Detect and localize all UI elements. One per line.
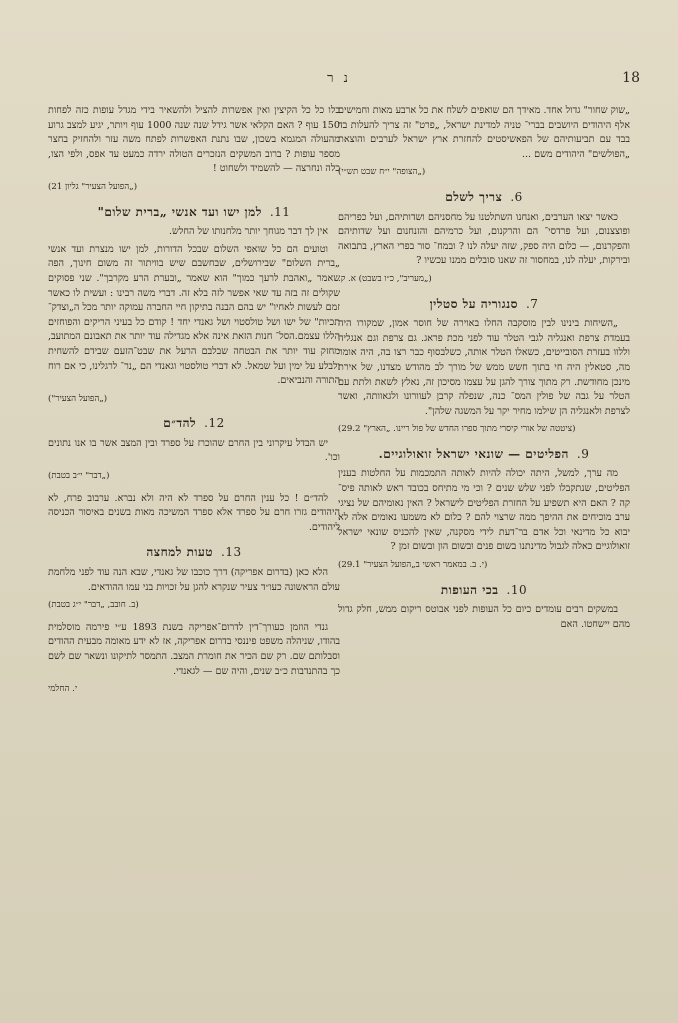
section-number: 9. (576, 446, 590, 461)
section-number: 10. (506, 582, 528, 597)
page-number: 18 (622, 70, 640, 86)
paragraph: במשקים רבים עומדים כיום כל העופות לפני אבוטס ריקום ממש, חלק גדול מהם יישחטו. האם (338, 604, 630, 630)
source-citation: (ב. חובב, „דבר" י״ג בטבת) (48, 600, 139, 611)
section-title: הפליטים — שונאי ישראל זואולוגיים. (378, 446, 569, 461)
section-number: 13. (221, 545, 242, 560)
paragraph: בלו כל כל הקיצין ואין אפשרות להציל ולהשאיר בידי מגדל עופות כזה לפחות 150 עוף ? האם הקלאי אשר גידל שנה שנה 1000 עוף ויותר, יגיע למצב גרוע מהעולה המגמא בשכון, שבו נתנת האפשרות לפתח משה עזר ולהחזיק בחצר מספר עופות ? ברוב המשקים הנזכרים הטולה ירדה כמעט עד אפס, ולפי הצו, כלה ונחרצה — להשמיד ולשחוט ! (48, 105, 340, 175)
section-heading (48, 205, 340, 220)
paragraph: „השיחות בינינו לבין מוסקבה החלו באוירה של חוסר אמון, שמקורו היה בעמדת צרפת ואנגליה לגבי הטלר עוד לפני מכת פראג. גם צרפת וגם אנגליה וללוו בעזרת הסובייטים, כשאלו הטלר אותה, כשלבסוף כבר רצו בה, היה אומר מה, סטאלין היה חי בתוך חשש ממש של מורך לב מהודש מצדנו, של אירת מינכן מחודשת. רק מתוך צורך להגן על עצמו מסיכון זה, נאלץ לשאת ולתת עם הטלר על גבה של פולין המס־ כנה, שנפלה קרבן לעוורונו ולגאוותה, ואשר לצרפת ולאנגליה הן שילמו מחיר יקר על המשגה שלהן". (338, 318, 630, 417)
source-citation: (ציטטה של אורי קיסרי מתוך ספרו החדש של פול ריינו. „הארץ" 29.2) (338, 424, 576, 435)
section-heading (48, 416, 340, 431)
section-title: להד״ם (163, 416, 197, 431)
source-citation: („הפועל הצעיר" גליון 21) (48, 181, 138, 192)
source-citation: („מעריב", כ״ו בשבט) א. ק. (338, 273, 432, 284)
author-signature: י. החלמי (48, 684, 78, 695)
section-title: בכי העופות (440, 582, 499, 597)
section-number: 7. (525, 296, 539, 311)
paragraph: גנדי הוזמן כעורך־דין לדרום־אפריקה בשנת 1893 ע״י פירמה מוסלמית בהודו, שניהלה משפט פיננסי בדרום אפריקה, אז לא ידע מאומה מבעית ההודים וסבלותם שם. רק שם הכיר את חומרת המצב. התמסר לתיקונו ונשאר שם לשם כך בהתנדבות כ״ב שנים, והיה שם — לגאנדי. (48, 621, 340, 677)
left-column (48, 104, 340, 705)
hebrew-page-number: נ ר (327, 71, 351, 86)
section-title: צריך לשלם (445, 189, 503, 204)
section-heading (48, 545, 340, 560)
section-title: למן ישו ועד אנשי „ברית שלום" (97, 204, 262, 219)
paragraph: וטועים הם כל שואפי השלום שבכל הדורות, למן ישו מנצרת ועד אנשי „ברית השלום" שבירושלים, שבחשבם שיש בוויתור זה משום חינוך, הפה שאמר „ואהבת לרעך כמוך" הוא שאמר „ובערת הרע מקרבך". שני פסוקים שקולים זה בזה עד שאי אפשר לזה בלא זה. דברי משה רבינו : ועשית לו כאשר זמם לעשות לאחיו" יש בהם הבנה בתיקון חיי החברה עמוקה יותר מכל ה„וצדק־ תכיות" של ישו ושל טולסטוי ושל גאנדי יחד ! קודם כל בעיני הריקים והפוחזים הללו עצמם.הסל־ חנות הזאת אינה אלא מגדילה עוד יותר את תאבונם המתועב, מחזק עוד יותר את הבטחה שבלבם הרעל את שבט־הזעם שבידם להשחית ולבלע על ימין ועל שמאל. לא דברי טולסטוי וגאנדי הם „נר־ לרגלינו, כי אם רוח התורה והנביאים. (48, 243, 340, 387)
paragraph: להד״ם ! כל ענין החרם על ספרד לא היה ולא נברא. ערבוב פרח, לא היהודים גזרו חרם על ספרד אלא ספרד המשיכה מאות בשנים באיסור הכניסה ליהודים. (48, 492, 340, 533)
source-citation: („הצופה" י״ח שבט תש״י) (338, 167, 426, 178)
source-citation: („דבר" י״ב בטבת) (48, 471, 110, 482)
section-heading (338, 297, 630, 312)
source-citation: („הפועל הצעיר") (48, 393, 108, 404)
section-heading (338, 583, 630, 598)
paragraph: יש הבדל עיקרוני בין החרם שהוכרז על ספרד ובין המצב אשר בו אנו נתונים וכו'. (48, 437, 340, 464)
right-column (338, 104, 630, 635)
paragraph: הלא כאן (בדרום אפריקה) דרך כוכבו של גאנדי, שבא הנה עוד לפני מלחמת עולם הראשונה כעו״ד צעיר שנקרא להגן על זכויות בני עמו ההודאים. (48, 567, 340, 593)
paragraph: „שוק שחור" גדול אחד. מאידך הם שואפים לשלח את כל ארבע מאות וחמישים אלף היהודים היושבים בברי־ טניה למדינת ישראל, „פרט" זה צריך להעלות בד בבד עם תביעותיהם של הפאשיסטים להחזרת ארץ ישראל לערבים והוצאת „הפולשים" היהודים משם ... (338, 105, 630, 160)
section-heading (338, 190, 630, 205)
section-title: טעות למחצה (146, 545, 213, 560)
section-number: 12. (204, 416, 225, 431)
paragraph: כאשר יצאו הערבים, ואנחנו השתלטנו על מחסניהם ושדותיהם, ועל כפריהם ופוצצנום, ועל פרדסי־ הם והרקנום, ועל כרמיהם והזנחנום ועל שדותיהם והפקרנום, — כלום היה ספק, שזה יעלה לנו ? ובמח־ סור בפרי הארץ, בתבואה ובירקות, יעלה לנו, במחסור זה שאנו סובלים ממנו עכשיו ? (338, 211, 630, 267)
source-citation: (י. ב. במאמר ראשי ב„הפועל הצעיר" 29.1) (338, 560, 488, 571)
paragraph: מה ערך, למשל, היתה יכולה להיות לאותה התמכמות על החלטות בענין הפליטים, שנתקבלו לפני שלש שנים ? וכי מי מתיחס בכובד ראש לאותה פיס־ קה ? האם היא תשפיע על החזרת הפליטים לישראל ? האין נאומיהם של נציגי ערב מוכיחים את ההיפך ממה שרצוי להם ? כלום לא משמעו נאומים אלה לא יבוא כל מדינאי וכל אדם בר־דעת לידי מסקנה, שאין להכניס שונאי ישראל זואולוגיים כאלה לגבול מדינתנו בשום פנים ובשום הון ובשום זמן ? (338, 468, 630, 553)
paragraph: אין לך דבר מגוחך יותר מלחנותו של החלש. (169, 226, 328, 238)
section-number: 6. (510, 189, 523, 204)
running-head (38, 70, 640, 90)
section-number: 11. (269, 204, 291, 219)
section-title: סנגוריה על סטלין (429, 296, 518, 311)
section-heading (338, 447, 630, 462)
